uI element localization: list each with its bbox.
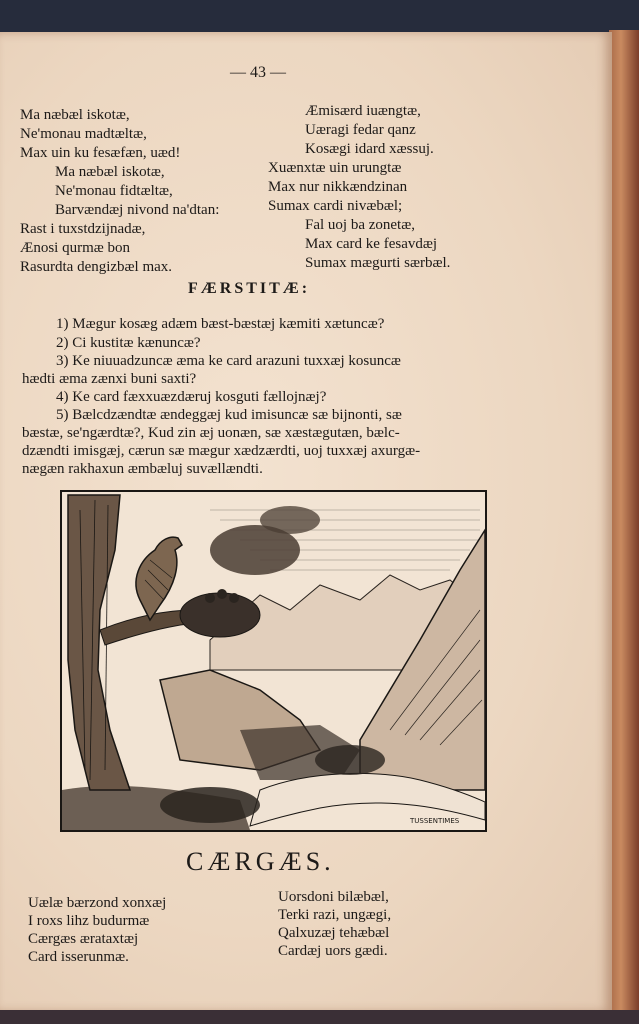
poem-right-line: Max nur nikkændzinan bbox=[268, 179, 408, 195]
poem-right-line: Kosægi idard xæssuj. bbox=[305, 141, 434, 157]
scan-top-edge bbox=[0, 0, 639, 36]
poem-right-line: Max card ke fesavdæj bbox=[305, 236, 438, 252]
question-line: 1) Mægur kosæg adæm bæst-bæstæj kæmiti xætuncæ? bbox=[56, 316, 385, 332]
poem-left-line: Barvændæj nivond na'dtan: bbox=[55, 202, 220, 218]
poem-right-line: Sumax mægurti særbæl. bbox=[305, 255, 451, 271]
poem-left-line: Rast i tuxstdzijnadæ, bbox=[20, 221, 146, 237]
poem2-left-line: Card isserunmæ. bbox=[28, 949, 129, 965]
question-line: 2) Ci kustitæ kænuncæ? bbox=[56, 335, 201, 351]
poem2-right-line: Cardæj uors gædi. bbox=[278, 943, 388, 959]
book-spine-edge bbox=[609, 30, 639, 1024]
question-line: bæstæ, se'ngærdtæ?, Kud zin æj uonæn, sæ xæstægutæn, bælc- bbox=[22, 425, 400, 441]
illustration-signature: TUSSENTIMES bbox=[410, 817, 460, 825]
poem-left-line: Ma næbæl iskotæ, bbox=[55, 164, 165, 180]
poem-left-line: Ma næbæl iskotæ, bbox=[20, 107, 130, 123]
poem-left-line: Max uin ku fesæfæn, uæd! bbox=[20, 145, 181, 161]
scan-bottom-edge bbox=[0, 1010, 639, 1024]
poem-right-line: Uæragi fedar qanz bbox=[305, 122, 416, 138]
question-line: 5) Bælcdzændtæ ændeggæj kud imisuncæ sæ bijnonti, sæ bbox=[56, 407, 402, 423]
poem2-right-line: Qalxuzæj tehæbæl bbox=[278, 925, 390, 941]
poem-right-line: Fal uoj ba zonetæ, bbox=[305, 217, 415, 233]
poem2-left-line: Cærgæs ærataxtæj bbox=[28, 931, 139, 947]
question-line: dzændti imisgæj, cærun sæ mægur xædzærdti, uoj tuxxæj axurgæ- bbox=[22, 443, 421, 459]
poem-left-line: Rasurdta dengizbæl max. bbox=[20, 259, 173, 275]
poem-right-line: Xuænxtæ uin urungtæ bbox=[268, 160, 402, 176]
poem-left-line: Ne'monau madtæltæ, bbox=[20, 126, 147, 142]
eagle-landscape-illustration bbox=[60, 490, 487, 832]
poem2-left-line: I roxs lihz budurmæ bbox=[28, 913, 150, 929]
question-line: nægæn rakhaxun æmbæluj suvællændti. bbox=[22, 461, 263, 477]
poem-left-line: Ænosi qurmæ bon bbox=[20, 240, 131, 256]
poem-right-line: Æmisærd iuængtæ, bbox=[305, 103, 421, 119]
poem-right-line: Sumax cardi nivæbæl; bbox=[268, 198, 403, 214]
poem2-left-line: Uælæ bærzond xonxæj bbox=[28, 895, 167, 911]
poem-left-line: Ne'monau fidtæltæ, bbox=[55, 183, 173, 199]
poem-title: CÆRGÆS. bbox=[186, 847, 335, 876]
poem2-right-line: Terki razi, ungægi, bbox=[278, 907, 392, 923]
question-line: 4) Ke card fæxxuæzdæruj kosguti fællojnæj? bbox=[56, 389, 327, 405]
book-page bbox=[0, 32, 612, 1012]
poem2-right-line: Uorsdoni bilæbæl, bbox=[278, 889, 389, 905]
question-line: 3) Ke niuuadzuncæ æma ke card arazuni tuxxæj kosuncæ bbox=[56, 353, 401, 369]
page-number: — 43 — bbox=[230, 64, 286, 81]
question-line: hædti æma zænxi buni saxti? bbox=[22, 371, 197, 387]
questions-heading: FÆRSTITÆ: bbox=[188, 280, 311, 297]
